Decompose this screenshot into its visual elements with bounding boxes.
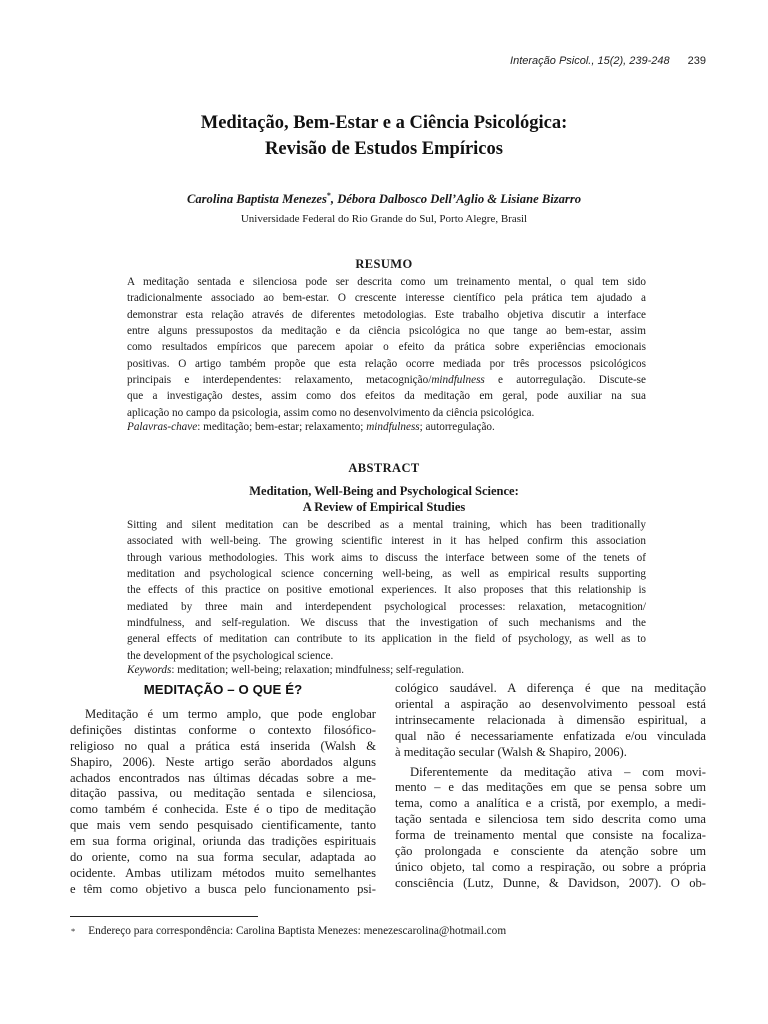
article-title-line1: Meditação, Bem-Estar e a Ciência Psicológica: [200,113,568,133]
text-line: forma de treinamento mental que consiste na focaliza- [395,828,706,843]
text-line: Meditação é um termo amplo, que pode englobar [85,706,376,721]
text-line: que a investigação destes, assim como dos efeitos da meditação em geral, pode auxiliar na sua [127,390,646,403]
text-line: em sua forma original, oriunda das tradições espirituais [70,834,376,849]
text-line: e têm como objetivo a busca pelo funcionamento psi- [70,881,376,896]
text-line: demonstrar esta relação através de diferentes metodologias. Este trabalho objetiva discutir a interface [127,308,646,321]
abstract-heading: ABSTRACT [348,461,420,475]
text-line: à meditação secular (Walsh & Shapiro, 2006). [395,744,627,759]
text-line: achados encontrados nas últimas décadas sobre a me- [70,770,376,785]
text-line: tradicionalmente associado ao bem-estar. O crescente interesse científico pela prática tem ajudado a [127,292,646,305]
text-line: tação sentada e silenciosa tem sido descrita como uma [395,812,706,827]
authors-line [0,192,768,207]
text-line: cológico saudável. A diferença é que na meditação [395,681,706,695]
left-column-paragraph [70,707,376,898]
text-line: positivas. O artigo também propõe que esta relação ocorre mediada por três processos psicológicos [127,357,646,370]
footnote-marker: * [71,926,76,936]
text-line: mento – e das meditações em que se pensa sobre um [395,780,706,795]
text-line: único objeto, tal como a respiração, ou sobre a própria [395,859,706,874]
left-column [70,681,376,898]
journal-reference: Interação Psicol., 15(2), 239-248 [510,55,670,67]
text-line: mediated by three main and interdependent psychological processes: relaxation, metacognition/ [127,600,646,613]
resumo-heading: RESUMO [355,257,413,271]
text-line: tema, como a analítica e a cristã, por exemplo, a medi- [395,796,706,811]
text-line: associated with well-being. The growing scientific interest in it has helped confirm this association [127,535,646,548]
affiliation: Universidade Federal do Rio Grande do Sul, Porto Alegre, Brasil [240,213,528,225]
right-column-paragraph-2 [395,765,706,892]
text-line: intrinsecamente relacionada à dimensão espiritual, a [395,712,706,727]
text-line: aplicação no campo da psicologia, assim como no desenvolvimento da ciência psicológica. [127,406,535,419]
right-column-paragraph-1 [395,681,706,761]
text-line: qual não é necessariamente enfatizada e/ou vinculada [395,728,706,743]
abstract-text [127,517,646,664]
text-line: entre alguns pressupostos da meditação e da ciência psicológica no que tange ao bem-estar, assim [127,325,646,338]
text-line: religioso no qual a prática está inserida (Walsh & [70,738,376,753]
text-line: principais e interdependentes: relaxamento, metacognição/mindfulness e autorregulação. Discute-se [127,374,646,387]
article-title [0,110,768,162]
palavras-chave-line: Palavras-chave: meditação; bem-estar; relaxamento; mindfulness; autorregulação. [127,421,495,433]
right-column [395,681,706,892]
running-head [510,55,706,67]
text-line: the development of the psychological science. [127,649,334,662]
text-line: como também é conhecida. Este é o tipo de meditação [70,802,376,817]
text-line: meditation and psychological science concerning well-being, as well as empirical results supporting [127,568,646,581]
text-line: definições distintas conforme o contexto filosófico- [70,722,376,737]
text-line: como resultados empíricos que parecem apoiar o efeito da prática sobre experiências emocionais [127,341,646,354]
section-heading-meditacao: MEDITAÇÃO – O QUE É? [143,682,303,697]
text-line: Sitting and silent meditation can be described as a mental training, which has been traditionally [127,519,646,531]
text-line: consciência (Lutz, Dunne, & Davidson, 2007). O ob- [395,875,706,890]
text-line: A meditação sentada e silenciosa pode ser descrita como um treinamento mental, o qual tem sido [127,276,646,288]
footnote-text: Endereço para correspondência: Carolina Baptista Menezes: menezescarolina@hotmail.com [88,925,507,937]
text-line: oriental a aspiração ao desenvolvimento pessoal está [395,696,706,711]
text-line: Shapiro, 2006). Neste artigo serão abordados alguns [70,754,376,769]
text-line: through various methodologies. This work aims to discuss the interface between some of the tenets of [127,551,646,564]
page-number: 239 [687,55,706,67]
abstract-subtitle-line2: A Review of Empirical Studies [302,500,466,515]
abstract-subtitle [0,483,768,516]
footnote [70,916,700,937]
text-line: ditação passiva, ou meditação sentada e silenciosa, [70,786,376,801]
author-note-marker: * [326,190,331,200]
text-line: the effects of this practice on positive emotional experiences. It also proposes that this relationship is [127,584,646,597]
abstract-subtitle-line1: Meditation, Well-Being and Psychological Science: [249,484,519,498]
article-title-line2: Revisão de Estudos Empíricos [265,139,503,159]
text-line: ocidente. Ambas utilizam métodos muito semelhantes [70,865,376,880]
text-line: general effects of meditation can contribute to its application in the field of psychology, as well as to [127,633,646,646]
lead-author: Carolina Baptista Menezes [186,192,327,206]
text-line: do oriente, como na sua forma secular, adaptada ao [70,850,376,865]
coauthors: , Débora Dalbosco Dell’Aglio & Lisiane Bizarro [330,192,582,206]
text-line: ção prolongada e consciente da atenção sobre um [395,844,706,859]
text-line: que mais vem sendo pesquisado cientificamente, tanto [70,818,376,833]
text-line: mindfulness, and self-regulation. We discuss that the investigation of such mechanisms and the [127,617,646,630]
resumo-text [127,274,646,421]
footnote-rule [70,916,258,917]
text-line: Diferentemente da meditação ativa – com movi- [410,764,706,779]
keywords-line: Keywords: meditation; well-being; relaxation; mindfulness; self-regulation. [127,664,465,676]
footnote-line [70,925,700,937]
